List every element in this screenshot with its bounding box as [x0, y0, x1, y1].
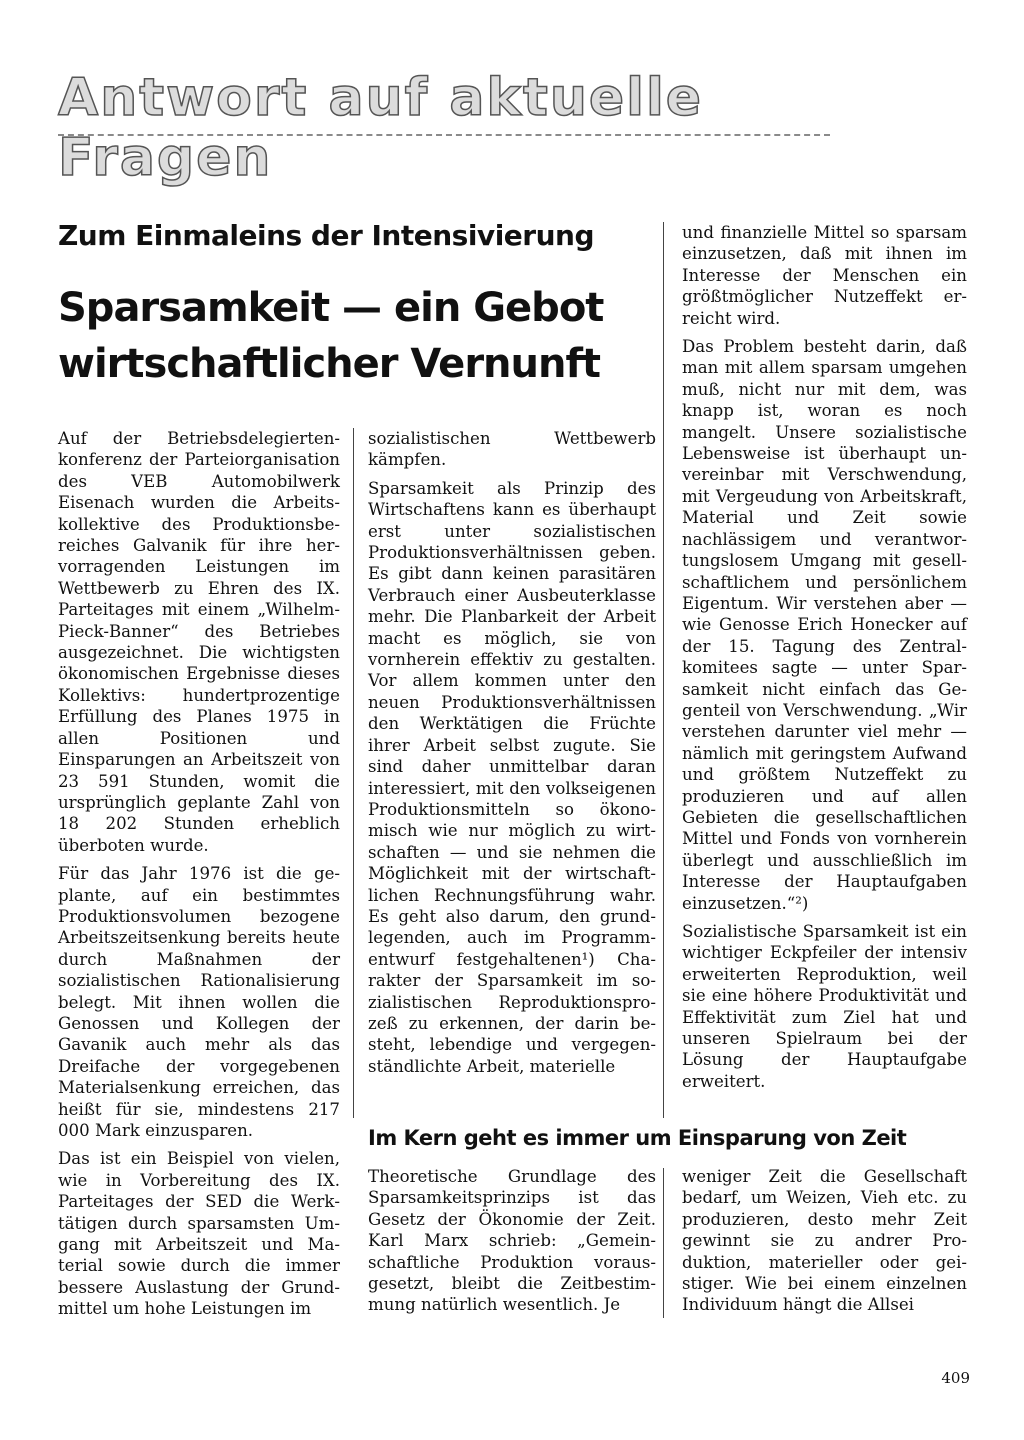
- column-divider: [353, 428, 354, 1118]
- section-subhead: Im Kern geht es immer um Einsparung von Zeit: [368, 1126, 907, 1150]
- paragraph: Für das Jahr 1976 ist die geplante, auf ein bestimmtes Produktionsvolumen bezogene Arbeitszeitsenkung bereits heute durch Maßnahmen der sozialistischen Rationalisierung belegt. Mit ihnen wollen die Genossen und Kollegen der Gavanik auch mehr als das Dreifache der vorgegebenen Materialsenkung erreichen, das heißt für sie, mindestens 217 000 Mark einzusparen.: [58, 864, 340, 1140]
- paragraph: weniger Zeit die Gesellschaft bedarf, um Weizen, Vieh etc. zu produzieren, desto mehr Zeit gewinnt sie zu andrer Produktion, materieller oder geistiger. Wie bei einem einzelnen Individuum hängt die Allsei: [682, 1167, 967, 1315]
- body-column-5: [682, 1166, 967, 1323]
- column-divider: [663, 1168, 664, 1318]
- paragraph: und finanzielle Mittel so sparsam einzusetzen, daß mit ihnen im Interesse der Menschen ein größtmöglicher Nutzeffekt erreicht wird.: [682, 223, 967, 328]
- header-divider: [58, 134, 830, 136]
- paragraph: Auf der Betriebsdelegiertenkonferenz der Parteiorganisation des VEB Automobilwerk Eisenach wurden die Arbeitskollektive des Produktionsbereiches Galvanik für ihre hervorragenden Leistungen im Wettbewerb zu Ehren des IX. Parteitages mit einem „Wilhelm-Pieck-Banner“ des Betriebes ausgezeichnet. Die wichtigsten ökonomischen Ergebnisse dieses Kollektivs: hundertprozentige Erfüllung des Planes 1975 in allen Positionen und Einsparungen an Arbeitszeit von 23 591 Stunden, womit die ursprünglich geplante Zahl von 18 202 Stunden erheblich überboten wurde.: [58, 429, 340, 855]
- paragraph: Sozialistische Sparsamkeit ist ein wichtiger Eckpfeiler der intensiv erweiterten Reproduktion, weil sie eine höhere Produktivität und Effektivität zum Ziel hat und unseren Spielraum bei der Lösung der Hauptaufgabe erweitert.: [682, 922, 967, 1091]
- body-column-1: [58, 428, 340, 1327]
- paragraph: Das Problem besteht darin, daß man mit allem sparsam umgehen muß, nicht nur mit dem, was knapp ist, woran es noch mangelt. Unsere sozialistische Lebensweise ist überhaupt unvereinbar mit Verschwendung, mit Vergeudung von Arbeitskraft, Material und Zeit sowie nachlässigem und verantwortungslosem Umgang mit gesellschaftlichem und persönlichem Eigentum. Wir verstehen aber — wie Genosse Erich Honecker auf der 15. Tagung des Zentralkomitees sagte — unter Sparsamkeit nicht einfach das Gegenteil von Verschwendung. „Wir verstehen darunter viel mehr — nämlich mit geringstem Aufwand und größtem Nutzeffekt zu produzieren und auf allen Gebieten die gesellschaftlichen Mittel und Fonds von vornherein überlegt und ausschließlich im Interesse der Hauptaufgaben einzusetzen.“²): [682, 337, 967, 913]
- body-column-3: [682, 222, 967, 1099]
- page-number: 409: [941, 1369, 970, 1387]
- article-headline: Sparsamkeit — ein Gebot wirtschaftlicher Vernunft: [58, 285, 604, 387]
- body-column-4: [368, 1166, 656, 1323]
- column-divider: [663, 222, 664, 1118]
- article-kicker: Zum Einmaleins der Intensivierung: [58, 219, 594, 252]
- paragraph: Theoretische Grundlage des Sparsamkeitsprinzips ist das Gesetz der Ökonomie der Zeit. Karl Marx schrieb: „Gemeinschaftliche Produktion vorausgesetzt, bleibt die Zeitbestimmung natürlich wesentlich. Je: [368, 1167, 656, 1315]
- paragraph: Sparsamkeit als Prinzip des Wirtschaftens kann es überhaupt erst unter sozialistischen Produktionsverhältnissen geben. Es gibt dann keinen parasitären Verbrauch einer Ausbeuterklasse mehr. Die Planbarkeit der Arbeit macht es möglich, sie von vornherein effektiv zu gestalten. Vor allem kommen unter den neuen Produktionsverhältnissen den Werktätigen die Früchte ihrer Arbeit selbst zugute. Sie sind daher unmittelbar daran interessiert, mit den volkseigenen Produktionsmitteln so ökonomisch wie nur möglich zu wirtschaften — und sie nehmen die Möglichkeit mit der wirtschaftlichen Rechnungsführung wahr. Es geht also darum, den grundlegenden, auch im Programmentwurf festgehaltenen¹) Charakter der Sparsamkeit im sozialistischen Reproduktionsprozeß zu erkennen, der darin besteht, lebendige und vergegenständlichte Arbeit, materielle: [368, 478, 656, 1076]
- paragraph: Das ist ein Beispiel von vielen, wie in Vorbereitung des IX. Parteitages der SED die Werktätigen durch sparsamsten Umgang mit Arbeitszeit und Material sowie durch die immer bessere Auslastung der Grundmittel um hohe Leistungen im: [58, 1149, 340, 1319]
- paragraph: sozialistischen Wettbewerb kämpfen.: [368, 429, 656, 470]
- body-column-2: [368, 428, 656, 1084]
- section-header: Antwort auf aktuelle Fragen: [58, 68, 704, 188]
